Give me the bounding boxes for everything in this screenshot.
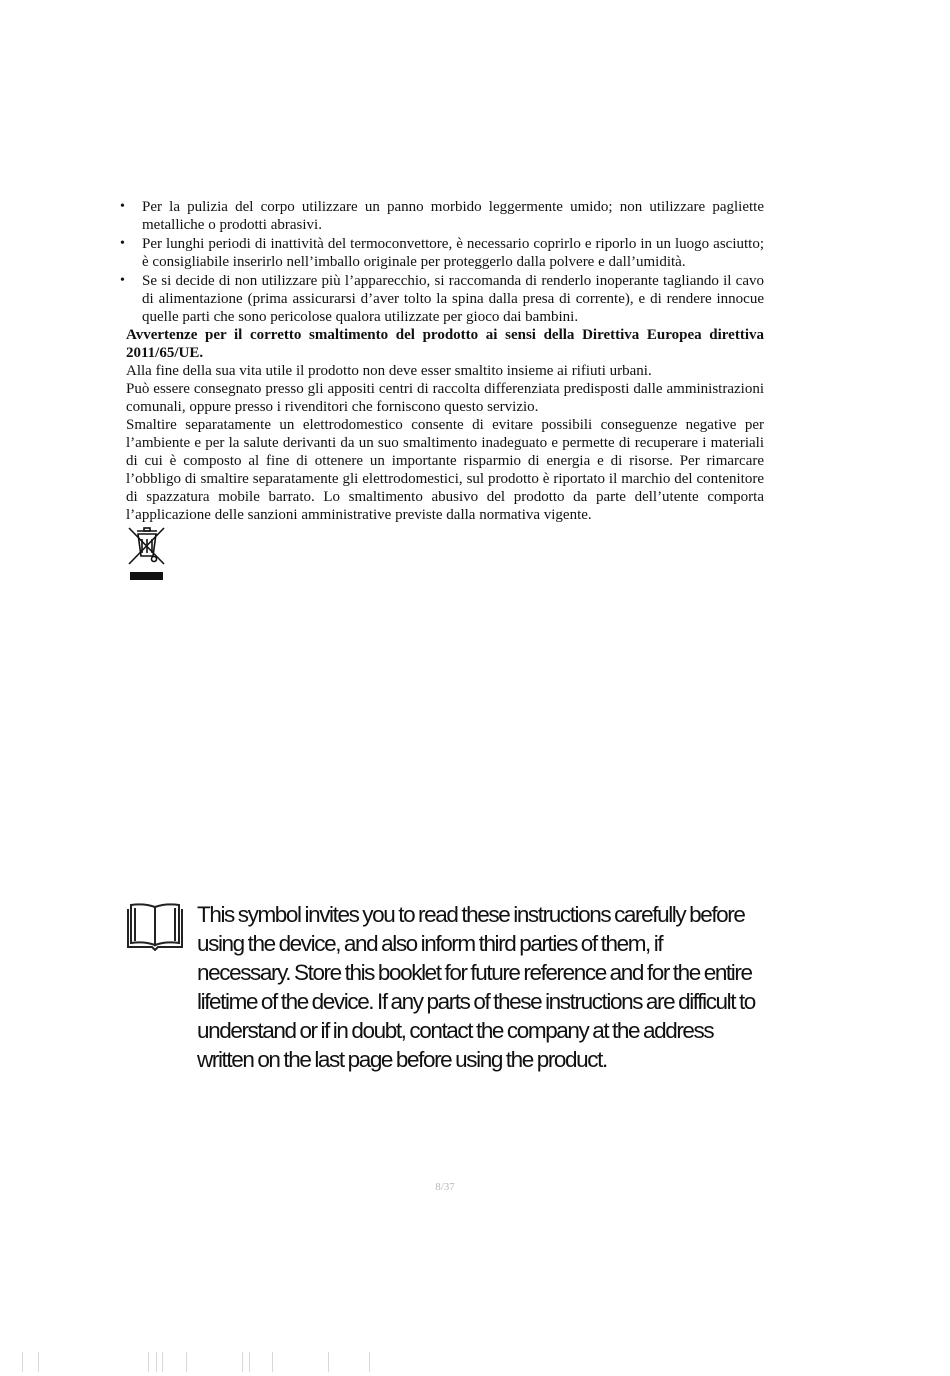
bullet-icon: • [120,273,125,288]
read-instructions-notice: This symbol invites you to read these instructions carefully before using the device, and also inform third parties of them, if necessary. Store this booklet for future reference and for the entire lifetime of the device. If any parts of these instructions are difficult to understand or if in doubt, contact the company at the address written on the last page before using the product. [197,902,755,1072]
scan-mark [156,1352,157,1372]
scan-mark [328,1352,329,1372]
disposal-heading: Avvertenze per il corretto smaltimento del prodotto ai sensi della Direttiva Europea direttiva 2011/65/UE. [126,327,764,361]
list-item: • Per la pulizia del corpo utilizzare un panno morbido leggermente umido; non utilizzare pagliette metalliche o prodotti abrasivi. [120,199,764,233]
scan-mark [186,1352,187,1372]
scan-mark [369,1352,370,1372]
page-number: 8/37 [435,1181,455,1193]
disposal-paragraph-3: Smaltire separatamente un elettrodomestico consente di evitare possibili conseguenze negative per l’ambiente e per la salute derivanti da un suo smaltimento inadeguato e permette di recuperare i materiali di cui è composto al fine di ottenere un importante risparmio di energia e di risorse. Per rimarcare l’obbligo di smaltire separatamente gli elettrodomestici, sul prodotto è riportato il marchio del contenitore di spazzatura mobile barrato. Lo smaltimento abusivo del prodotto da parte dell’utente comporta l’applicazione delle sanzioni amministrative previste dalla normativa vigente. [126,417,764,523]
scan-mark [162,1352,163,1372]
scan-mark [22,1352,23,1372]
disposal-paragraph-1: Alla fine della sua vita utile il prodotto non deve esser smaltito insieme ai rifiuti urbani. [126,363,652,379]
bullet-icon: • [120,236,125,251]
scan-mark [38,1352,39,1372]
list-item: • Per lunghi periodi di inattività del termoconvettore, è necessario coprirlo e riporlo in un luogo asciutto; è consigliabile inserirlo nell’imballo originale per proteggerlo dalla polvere e dall’umidità. [120,236,764,270]
disposal-section [126,326,764,524]
scan-mark [242,1352,243,1372]
bullet-icon: • [120,199,125,214]
scan-mark [272,1352,273,1372]
list-item: • Se si decide di non utilizzare più l’apparecchio, si raccomanda di renderlo inoperante tagliando il cavo di alimentazione (prima assicurarsi d’aver tolto la spina dalla presa di corrente), e di rendere innocue quelle parti che sono pericolose qualora utilizzate per gioco dai bambini. [120,273,764,325]
scan-mark [249,1352,250,1372]
open-book-icon [126,901,184,951]
disposal-paragraph-2: Può essere consegnato presso gli appositi centri di raccolta differenziata predisposti dalle amministrazioni comunali, oppure presso i rivenditori che forniscono questo servizio. [126,381,764,415]
scan-mark [148,1352,149,1372]
maintenance-bullet-list [118,198,764,327]
crossed-out-wheeled-bin-icon [126,526,168,582]
